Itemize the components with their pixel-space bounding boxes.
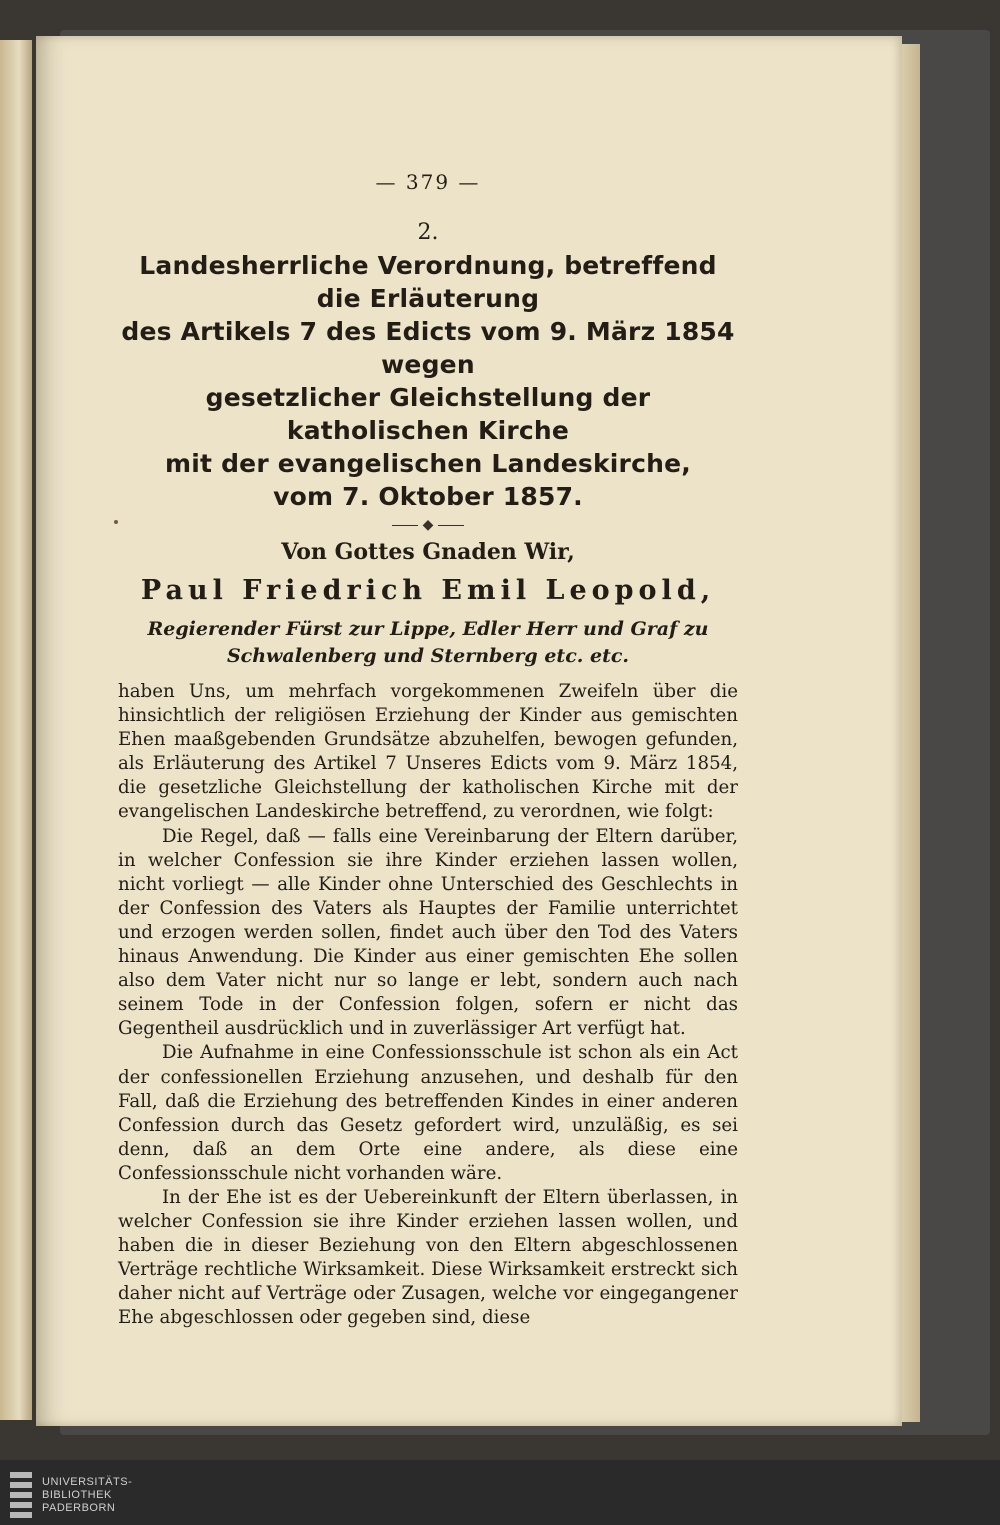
title-line: Landesherrliche Verordnung, betreffend die Erläuterung — [139, 251, 717, 313]
library-logo — [10, 1472, 132, 1518]
logo-line: UNIVERSITÄTS- — [42, 1475, 133, 1488]
titles-line: Regierender Fürst zur Lippe, Edler Herr und Graf zu — [147, 618, 709, 640]
grace-formula: Von Gottes Gnaden Wir, — [281, 539, 575, 565]
library-logo-text — [42, 1476, 132, 1515]
sovereign-name: Paul Friedrich Emil Leopold, — [140, 575, 716, 606]
logo-line: PADERBORN — [42, 1501, 116, 1514]
logo-line: BIBLIOTHEK — [42, 1488, 112, 1501]
body-paragraph: haben Uns, um mehrfach vorgekommenen Zweifeln über die hinsichtlich der religiösen Erziehung der Kinder aus gemischten Ehen maaßgebenden Grundsätze abzuhelfen, bewogen gefunden, als Erläuterung des Artikel 7 Unseres Edicts vom 9. März 1854, die gesetzliche Gleichstellung der katholischen Kirche mit der evangelischen Landeskirche betreffend, zu verordnen, wie folgt: — [118, 681, 738, 823]
title-line: gesetzlicher Gleichstellung der katholischen Kirche — [205, 383, 651, 445]
ornament-rule-right — [438, 525, 464, 526]
title-ornament — [118, 517, 738, 533]
title-line: vom 7. Oktober 1857. — [273, 482, 583, 511]
library-logo-icon — [10, 1472, 32, 1518]
ornament-rule-left — [392, 525, 418, 526]
ordinance-title — [118, 249, 738, 513]
title-line: des Artikels 7 des Edicts vom 9. März 1854 wegen — [121, 317, 735, 379]
page-number: — 379 — — [375, 170, 481, 194]
page-text-block — [118, 170, 738, 1331]
previous-page-edge — [0, 40, 32, 1420]
titles-line: Schwalenberg und Sternberg etc. etc. — [226, 645, 630, 667]
sovereign-titles — [118, 616, 738, 670]
ordinance-body — [118, 680, 738, 1331]
body-paragraph: In der Ehe ist es der Uebereinkunft der Eltern überlassen, in welcher Confession sie ihre Kinder erziehen lassen wollen, und haben die in dieser Beziehung von den Eltern abgeschlossenen Verträge rechtliche Wirksamkeit. Diese Wirksamkeit erstreckt sich daher nicht auf Verträge oder Zusagen, welche vor eingegangener Ehe abgeschlossen oder gegeben sind, diese — [118, 1186, 738, 1329]
body-paragraph: Die Regel, daß — falls eine Vereinbarung der Eltern darüber, in welcher Confession sie ihre Kinder erziehen lassen wollen, nicht vorliegt — alle Kinder ohne Unterschied des Geschlechts in der Confession des Vaters als Hauptes der Familie unterrichtet und erzogen werden sollen, findet auch über den Tod des Vaters hinaus Anwendung. Die Kinder aus einer gemischten Ehe sollen also dem Vater nicht nur so lange er lebt, sondern auch nach seinem Tode in der Confession folgen, sofern er nicht das Gegentheil ausdrücklich und in zuverlässiger Art verfügt hat. — [118, 825, 738, 1040]
section-number: 2. — [417, 220, 439, 245]
page-stack-edge — [902, 44, 920, 1422]
title-line: mit der evangelischen Landeskirche, — [165, 449, 691, 478]
ornament-diamond-icon: ◆ — [422, 517, 434, 533]
body-paragraph: Die Aufnahme in eine Confessionsschule ist schon als ein Act der confessionellen Erziehung anzusehen, und deshalb für den Fall, daß die Erziehung des betreffenden Kindes in einer anderen Confession durch das Gesetz gefordert wird, unzuläßig, es sei denn, daß an dem Orte eine andere, als diese eine Confessionsschule nicht vorhanden wäre. — [118, 1042, 738, 1184]
